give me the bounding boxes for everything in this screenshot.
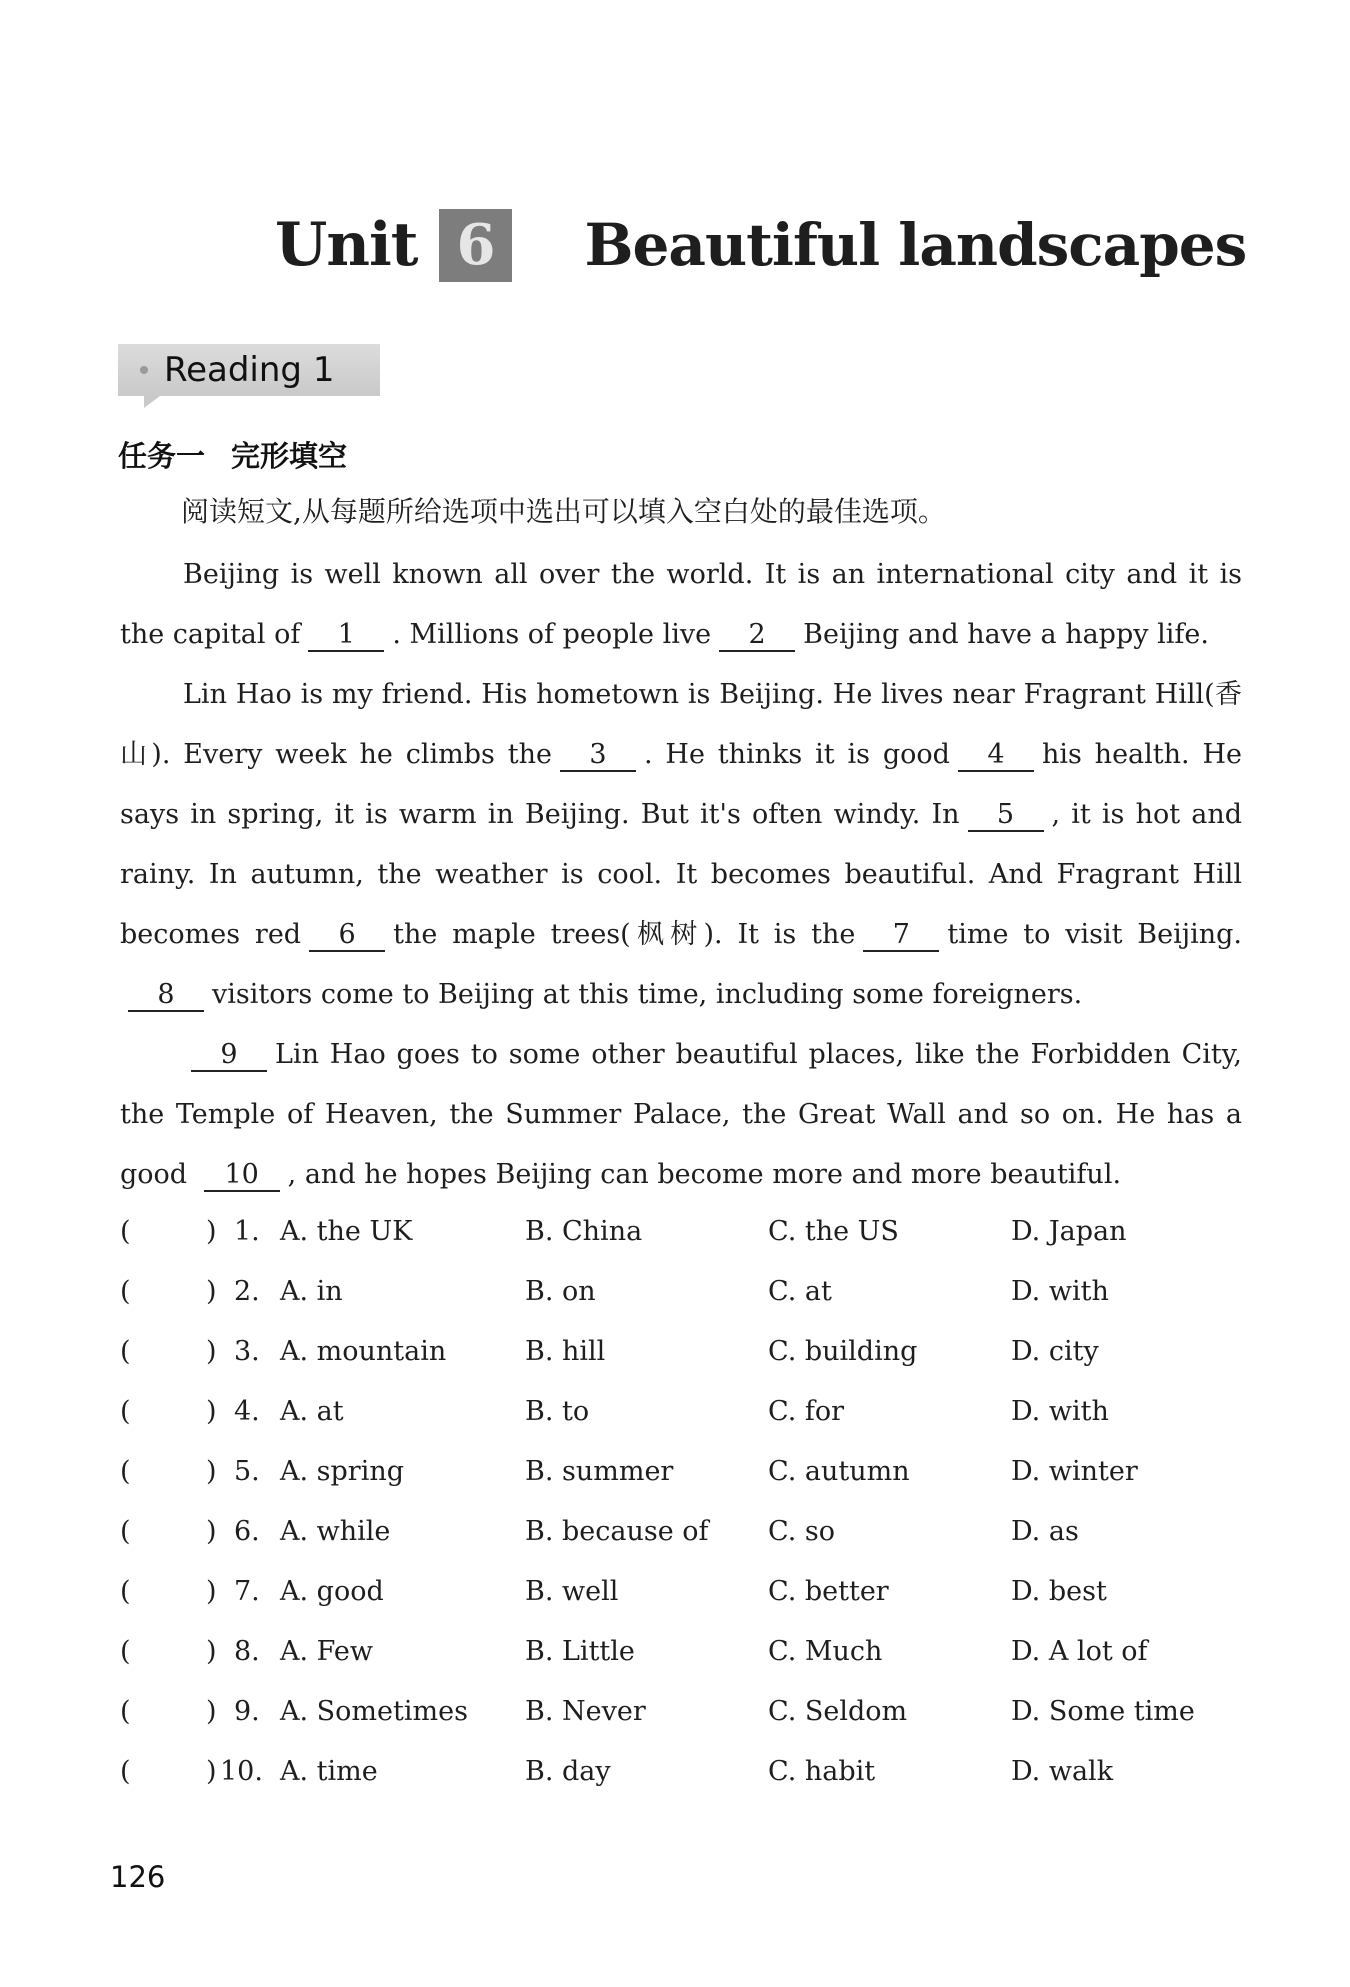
question-number: 2. <box>234 1276 260 1307</box>
question-row <box>120 1622 1260 1682</box>
option-d[interactable]: D. Japan <box>1011 1216 1127 1247</box>
blank-9[interactable]: 9 <box>191 1040 267 1072</box>
answer-paren-close: ) <box>206 1336 217 1367</box>
option-b[interactable]: B. summer <box>525 1456 674 1487</box>
reading-tab <box>118 344 380 396</box>
answer-paren-open[interactable]: ( <box>120 1336 131 1367</box>
answer-paren-close: ) <box>206 1216 217 1247</box>
question-row <box>120 1442 1260 1502</box>
question-number: 8. <box>234 1636 260 1667</box>
blank-7[interactable]: 7 <box>863 920 939 952</box>
option-c[interactable]: C. habit <box>768 1756 876 1787</box>
option-d[interactable]: D. as <box>1011 1516 1079 1547</box>
answer-paren-open[interactable]: ( <box>120 1636 131 1667</box>
passage-text: , it is hot and rainy. In autumn, the weather is cool. It becomes beautiful. And Fragrant Hill becomes red <box>120 799 1243 950</box>
question-row <box>120 1562 1260 1622</box>
answer-paren-close: ) <box>206 1636 217 1667</box>
blank-6[interactable]: 6 <box>309 920 385 952</box>
option-d[interactable]: D. Some time <box>1011 1696 1195 1727</box>
option-a[interactable]: A. time <box>280 1756 378 1787</box>
question-row <box>120 1742 1260 1802</box>
blank-2[interactable]: 2 <box>719 620 795 652</box>
task-heading <box>118 434 347 475</box>
answer-paren-close: ) <box>206 1756 217 1787</box>
passage-text: the maple trees(枫树). It is the <box>393 919 856 950</box>
question-row <box>120 1202 1260 1262</box>
option-b[interactable]: B. day <box>525 1756 611 1787</box>
passage-text: visitors come to Beijing at this time, including some foreigners. <box>212 979 1083 1010</box>
option-c[interactable]: C. at <box>768 1276 832 1307</box>
answer-paren-close: ) <box>206 1456 217 1487</box>
option-d[interactable]: D. winter <box>1011 1456 1138 1487</box>
blank-10[interactable]: 10 <box>204 1160 280 1192</box>
question-number: 4. <box>234 1396 260 1427</box>
passage-text: Beijing is well known all over the world. It is an international city and it is the capital of <box>120 559 1242 650</box>
option-c[interactable]: C. so <box>768 1516 835 1547</box>
unit-number-badge: 6 <box>439 209 512 282</box>
option-d[interactable]: D. city <box>1011 1336 1099 1367</box>
passage-text: Lin Hao goes to some other beautiful places, like the Forbidden City, the Temple of Heaven, the Summer Palace, the Great Wall and so on. He has a good <box>120 1039 1242 1190</box>
answer-paren-close: ) <box>206 1276 217 1307</box>
option-a[interactable]: A. the UK <box>280 1216 413 1247</box>
question-row <box>120 1382 1260 1442</box>
option-c[interactable]: C. Much <box>768 1636 883 1667</box>
cloze-passage <box>120 545 1242 1205</box>
answer-paren-open[interactable]: ( <box>120 1396 131 1427</box>
passage-text: . Millions of people live <box>392 619 712 650</box>
option-a[interactable]: A. while <box>280 1516 391 1547</box>
option-c[interactable]: C. better <box>768 1576 889 1607</box>
option-a[interactable]: A. Sometimes <box>280 1696 468 1727</box>
answer-paren-close: ) <box>206 1396 217 1427</box>
question-options <box>120 1202 1260 1802</box>
option-b[interactable]: B. hill <box>525 1336 606 1367</box>
option-d[interactable]: D. A lot of <box>1011 1636 1148 1667</box>
passage-paragraph <box>120 545 1242 665</box>
answer-paren-close: ) <box>206 1516 217 1547</box>
answer-paren-close: ) <box>206 1576 217 1607</box>
answer-paren-close: ) <box>206 1696 217 1727</box>
option-d[interactable]: D. walk <box>1011 1756 1114 1787</box>
question-row <box>120 1262 1260 1322</box>
unit-word: Unit <box>275 210 418 280</box>
question-row <box>120 1682 1260 1742</box>
option-b[interactable]: B. because of <box>525 1516 709 1547</box>
answer-paren-open[interactable]: ( <box>120 1756 131 1787</box>
passage-text: Lin Hao is my friend. His hometown is Beijing. He lives near Fragrant Hill(香山). Every week he climbs the <box>120 679 1242 770</box>
question-row <box>120 1502 1260 1562</box>
task-name: 完形填空 <box>231 439 348 473</box>
option-c[interactable]: C. Seldom <box>768 1696 908 1727</box>
reading-tab-label: Reading 1 <box>164 350 335 390</box>
passage-text: his health. He says in spring, it is warm in Beijing. But it's often windy. In <box>120 739 1242 830</box>
option-a[interactable]: A. at <box>280 1396 344 1427</box>
unit-title: Beautiful landscapes <box>584 211 1247 279</box>
option-a[interactable]: A. good <box>280 1576 384 1607</box>
option-b[interactable]: B. on <box>525 1276 596 1307</box>
question-number: 10. <box>220 1756 263 1787</box>
option-c[interactable]: C. autumn <box>768 1456 910 1487</box>
task-label: 任务一 <box>118 439 206 473</box>
question-number: 6. <box>234 1516 260 1547</box>
blank-8[interactable]: 8 <box>128 980 204 1012</box>
blank-4[interactable]: 4 <box>958 740 1034 772</box>
option-a[interactable]: A. Few <box>280 1636 374 1667</box>
option-b[interactable]: B. well <box>525 1576 619 1607</box>
question-number: 3. <box>234 1336 260 1367</box>
question-number: 7. <box>234 1576 260 1607</box>
passage-text: time to visit Beijing. <box>947 919 1243 950</box>
question-number: 1. <box>234 1216 260 1247</box>
option-b[interactable]: B. Little <box>525 1636 635 1667</box>
passage-text: , and he hopes Beijing can become more and more beautiful. <box>287 1159 1122 1190</box>
answer-paren-open[interactable]: ( <box>120 1696 131 1727</box>
blank-3[interactable]: 3 <box>560 740 636 772</box>
answer-paren-open[interactable]: ( <box>120 1456 131 1487</box>
option-d[interactable]: D. best <box>1011 1576 1107 1607</box>
passage-paragraph <box>120 1025 1242 1205</box>
option-a[interactable]: A. in <box>280 1276 343 1307</box>
option-c[interactable]: C. the US <box>768 1216 899 1247</box>
passage-text: Beijing and have a happy life. <box>803 619 1209 650</box>
unit-heading <box>275 200 1246 290</box>
option-d[interactable]: D. with <box>1011 1276 1109 1307</box>
task-instruction: 阅读短文,从每题所给选项中选出可以填入空白处的最佳选项。 <box>181 495 946 528</box>
passage-paragraph <box>120 665 1242 1025</box>
option-b[interactable]: B. China <box>525 1216 643 1247</box>
page-number: 126 <box>110 1860 166 1894</box>
option-c[interactable]: C. for <box>768 1396 845 1427</box>
option-b[interactable]: B. to <box>525 1396 590 1427</box>
answer-paren-open[interactable]: ( <box>120 1216 131 1247</box>
option-d[interactable]: D. with <box>1011 1396 1109 1427</box>
answer-paren-open[interactable]: ( <box>120 1516 131 1547</box>
option-c[interactable]: C. building <box>768 1336 918 1367</box>
blank-1[interactable]: 1 <box>308 620 384 652</box>
option-b[interactable]: B. Never <box>525 1696 646 1727</box>
blank-5[interactable]: 5 <box>968 800 1044 832</box>
option-a[interactable]: A. mountain <box>280 1336 447 1367</box>
answer-paren-open[interactable]: ( <box>120 1576 131 1607</box>
question-number: 5. <box>234 1456 260 1487</box>
passage-text: . He thinks it is good <box>643 739 950 770</box>
answer-paren-open[interactable]: ( <box>120 1276 131 1307</box>
question-row <box>120 1322 1260 1382</box>
option-a[interactable]: A. spring <box>280 1456 405 1487</box>
question-number: 9. <box>234 1696 260 1727</box>
